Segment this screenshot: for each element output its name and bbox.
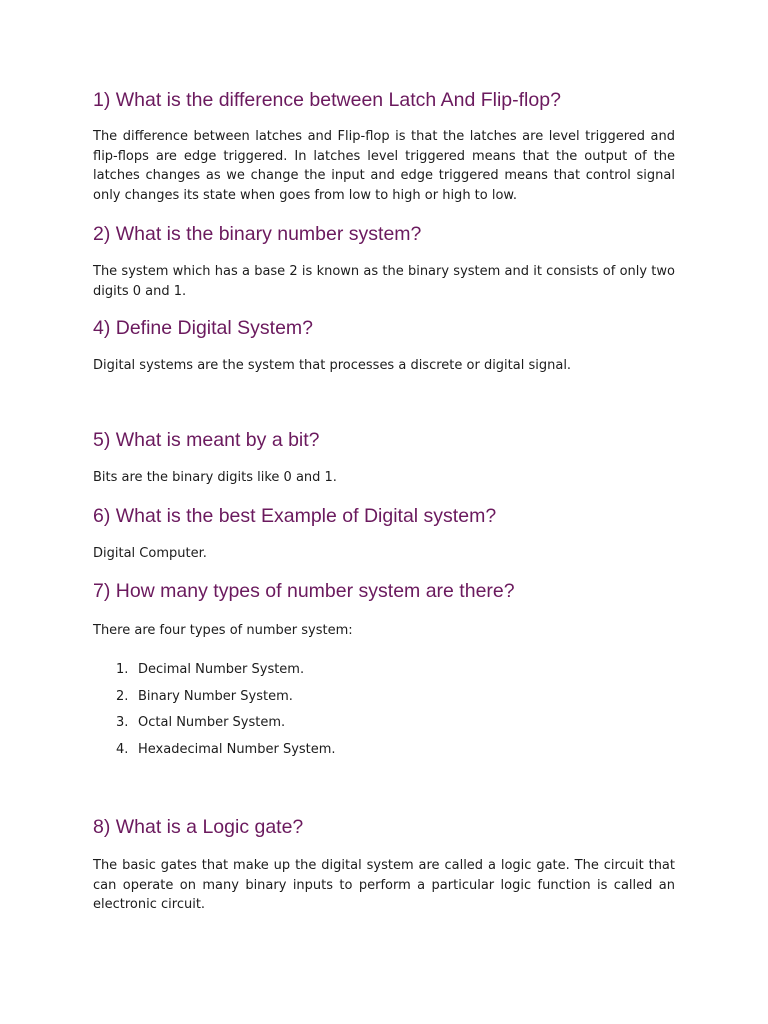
list-item [93, 658, 336, 685]
answer-paragraph-8: The basic gates that make up the digital system are called a logic gate. The circuit that can operate on many binary inputs to perform a particular logic function is called an electronic circuit. [93, 858, 675, 913]
question-heading-5: 5) What is meant by a bit? [93, 429, 320, 451]
answer-paragraph-7: There are four types of number system: [93, 623, 353, 638]
list-item [93, 711, 336, 738]
answer-paragraph-2: The system which has a base 2 is known as the binary system and it consists of only two digits 0 and 1. [93, 264, 675, 299]
list-item [93, 738, 336, 765]
question-heading-6: 6) What is the best Example of Digital system? [93, 505, 497, 527]
question-heading-8: 8) What is a Logic gate? [93, 816, 304, 838]
list-item-text: Octal Number System. [138, 715, 286, 730]
answer-paragraph-6: Digital Computer. [93, 546, 207, 561]
answer-paragraph-1: The difference between latches and Flip-flop is that the latches are level triggered and flip-flops are edge triggered. In latches level triggered means that the output of the latches changes as we change the input and edge triggered means that control signal only changes its state when goes from low to high or high to low. [93, 129, 675, 204]
answer-paragraph-5: Bits are the binary digits like 0 and 1. [93, 470, 337, 485]
list-item-number: 3. [116, 715, 129, 730]
list-item-number: 4. [116, 741, 129, 757]
question-heading-2: 2) What is the binary number system? [93, 223, 422, 245]
list-item [93, 685, 336, 712]
answer-paragraph-4: Digital systems are the system that processes a discrete or digital signal. [93, 358, 572, 373]
question-heading-4: 4) Define Digital System? [93, 317, 314, 339]
list-item-number: 1. [116, 662, 129, 677]
list-item-number: 2. [116, 688, 129, 704]
list-item-text: Binary Number System. [138, 688, 293, 704]
list-item-text: Hexadecimal Number System. [138, 741, 336, 757]
question-heading-1: 1) What is the difference between Latch And Flip-flop? [93, 89, 561, 111]
question-heading-7: 7) How many types of number system are there? [93, 580, 515, 602]
number-system-list [93, 658, 336, 764]
list-item-text: Decimal Number System. [138, 662, 305, 677]
